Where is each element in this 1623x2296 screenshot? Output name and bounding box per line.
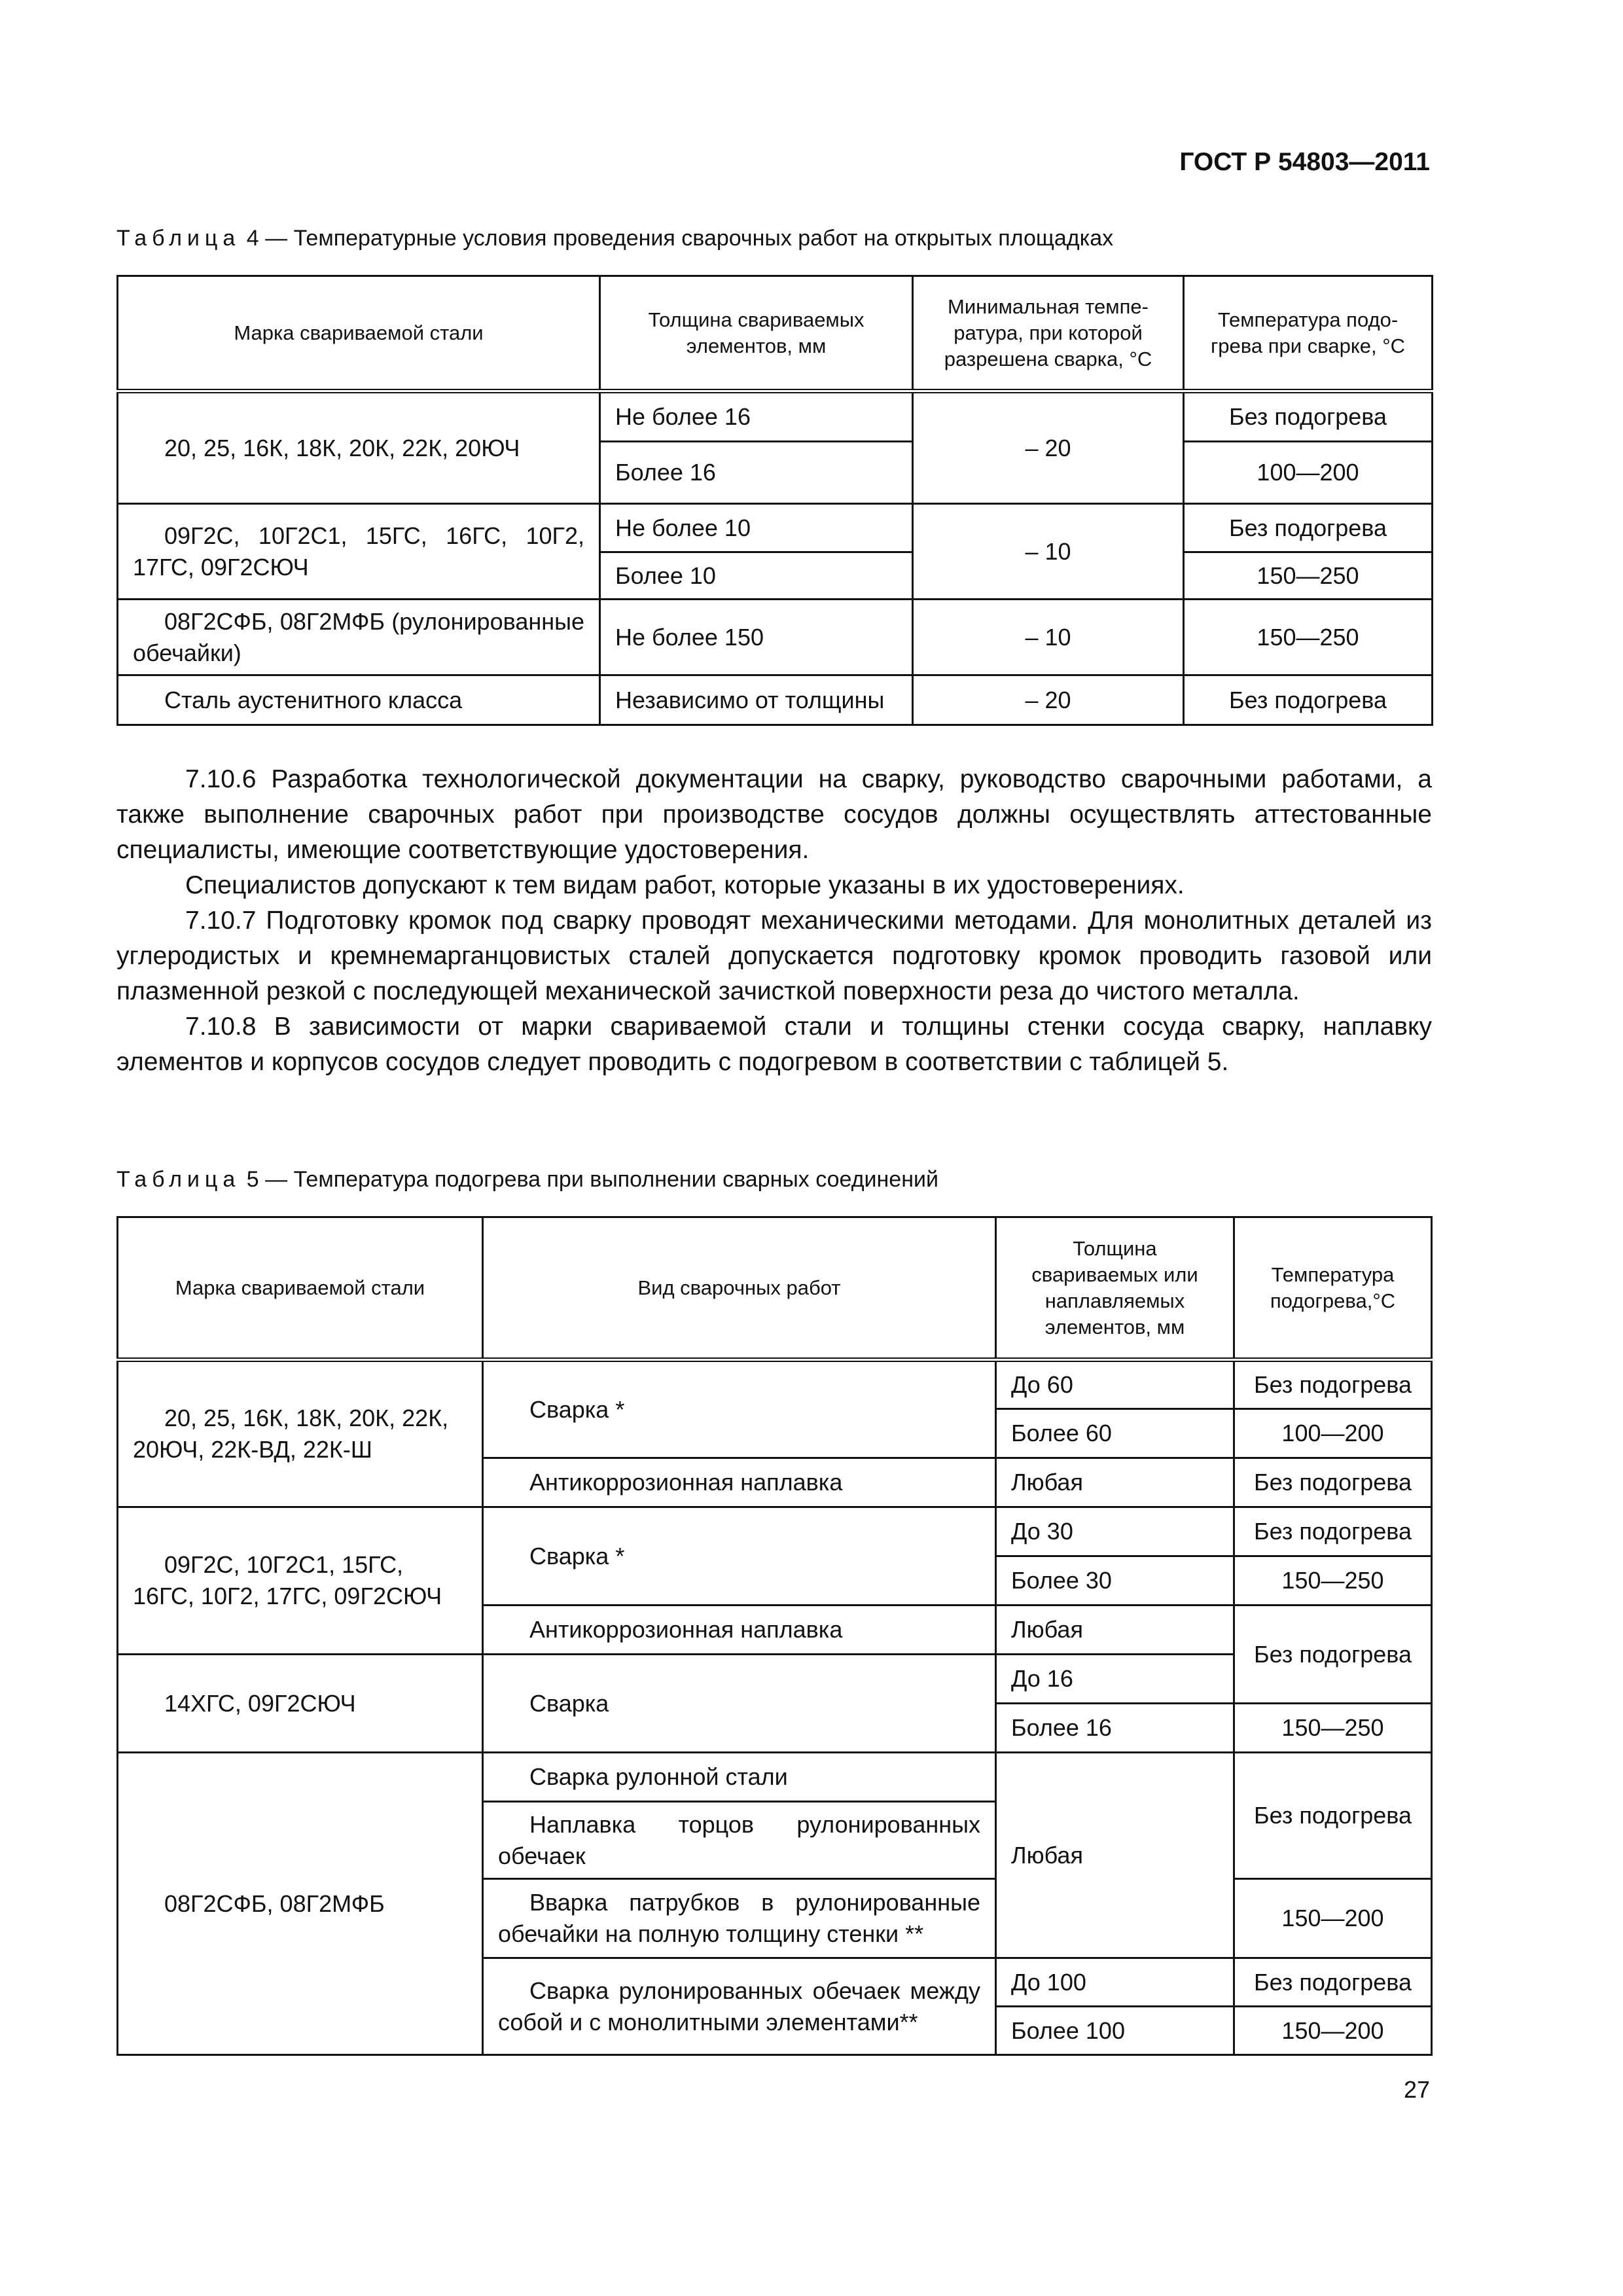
table-cell: До 60 <box>996 1360 1234 1409</box>
table-cell: 150—200 <box>1234 1879 1432 1958</box>
table5-caption-text: 5 — Температура подогрева при выполнении сварных соединений <box>246 1167 938 1192</box>
paragraph-7-10-7: 7.10.7 Подготовку кромок под сварку проводят механическими методами. Для монолитных деталей из углеродистых и кремнемарганцовистых сталей допускается подготовку кромок проводить газовой или плазменной резкой с последующей механической зачисткой поверхности реза до чистого металла. <box>116 906 1432 1005</box>
table-row <box>118 600 1433 675</box>
table5-caption-prefix: Таблица <box>116 1167 241 1192</box>
table5 <box>116 1216 1433 2056</box>
table-cell: Не более 10 <box>600 504 913 552</box>
table-cell: Независимо от толщины <box>600 675 913 725</box>
table5-header-thickness: Толщина свариваемых или наплавляемых элементов, мм <box>996 1217 1234 1360</box>
table-cell: Сталь аустенитного класса <box>118 675 600 725</box>
table-cell: Без подогрева <box>1234 1458 1432 1507</box>
table-cell: Без подогрева <box>1184 391 1433 442</box>
table-row <box>118 675 1433 725</box>
paragraph-specialists: Специалистов допускают к тем видам работ, которые указаны в их удостоверениях. <box>185 871 1185 899</box>
table4-header-min-temp: Минимальная темпе-ратура, при которой разрешена сварка, °С <box>913 276 1184 391</box>
work-type-text: Вварка патрубков в рулонированные обечайки на полную толщину стенки ** <box>498 1889 980 1947</box>
table-cell: Более 16 <box>996 1704 1234 1753</box>
table4-caption-text: 4 — Температурные условия проведения сварочных работ на открытых площадках <box>246 226 1114 251</box>
paragraph-7-10-6: 7.10.6 Разработка технологической документации на сварку, руководство сварочными работами, а также выполнение сварочных работ при производстве сосудов должны осуществлять аттестованные специалисты, имеющие соответствующие удостоверения. <box>116 765 1432 864</box>
body-text <box>116 762 1432 1080</box>
table-cell: Без подогрева <box>1234 1958 1432 2007</box>
table-cell: Без подогрева <box>1234 1605 1432 1704</box>
table-cell <box>483 1802 996 1879</box>
table-cell: До 30 <box>996 1507 1234 1556</box>
table4-caption-prefix: Таблица <box>116 226 241 251</box>
table-cell: Без подогрева <box>1234 1360 1432 1409</box>
table-cell: Антикоррозионная наплавка <box>483 1458 996 1507</box>
table-cell <box>483 1958 996 2055</box>
table-cell: – 20 <box>913 391 1184 504</box>
table-cell: Без подогрева <box>1184 675 1433 725</box>
table-row <box>118 1507 1432 1556</box>
table4-header-preheat: Температура подо-грева при сварке, °С <box>1184 276 1433 391</box>
table-cell: Сварка рулонной стали <box>483 1753 996 1802</box>
table-cell <box>118 504 600 600</box>
table-cell: 150—250 <box>1234 1556 1432 1605</box>
table5-header-steel: Марка свариваемой стали <box>118 1217 483 1360</box>
table5-header-work-type: Вид сварочных работ <box>483 1217 996 1360</box>
table-cell: 14ХГС, 09Г2СЮЧ <box>118 1655 483 1753</box>
paragraph-7-10-8: 7.10.8 В зависимости от марки свариваемой стали и толщины стенки сосуда сварку, наплавку элементов и корпусов сосудов следует проводить с подогревом в соответствии с таблицей 5. <box>116 1013 1432 1076</box>
table-row <box>118 391 1433 442</box>
table-cell: 100—200 <box>1184 442 1433 504</box>
table-cell: 150—200 <box>1234 2007 1432 2055</box>
table-cell: – 10 <box>913 504 1184 600</box>
table5-header-preheat: Температура подогрева,°С <box>1234 1217 1432 1360</box>
table-cell: 100—200 <box>1234 1409 1432 1458</box>
table-cell <box>118 1360 483 1507</box>
table-cell: – 10 <box>913 600 1184 675</box>
table-cell: Без подогрева <box>1184 504 1433 552</box>
document-code: ГОСТ Р 54803—2011 <box>1179 148 1430 176</box>
table-cell <box>118 1507 483 1655</box>
table-cell: 08Г2СФБ, 08Г2МФБ <box>118 1753 483 2055</box>
table-cell: Более 10 <box>600 552 913 600</box>
table-cell: 150—250 <box>1234 1704 1432 1753</box>
work-type-text: Сварка рулонированных обечаек между собой и с монолитными элементами** <box>498 1977 980 2036</box>
table-cell: Более 16 <box>600 442 913 504</box>
table-cell: – 20 <box>913 675 1184 725</box>
steel-grade-text: 08Г2СФБ, 08Г2МФБ (рулонированные обечайки) <box>133 607 584 666</box>
table-cell: Любая <box>996 1458 1234 1507</box>
table-cell: Не более 16 <box>600 391 913 442</box>
table-cell: Более 100 <box>996 2007 1234 2055</box>
table-cell: Сварка * <box>483 1360 996 1458</box>
table-cell: Любая <box>996 1753 1234 1958</box>
table-cell: Сварка * <box>483 1507 996 1605</box>
table-cell: Без подогрева <box>1234 1507 1432 1556</box>
table4-caption <box>116 226 1113 251</box>
steel-grade-text: 09Г2С, 10Г2С1, 15ГС, 16ГС, 10Г2, 17ГС, 09Г2СЮЧ <box>133 522 584 581</box>
table4-header-thickness: Толщина свариваемых элементов, мм <box>600 276 913 391</box>
table-cell: 150—250 <box>1184 600 1433 675</box>
work-type-text: Наплавка торцов рулонированных обечаек <box>498 1810 980 1869</box>
page-number: 27 <box>1403 2076 1430 2103</box>
table-cell: 150—250 <box>1184 552 1433 600</box>
table4 <box>116 275 1433 726</box>
table-cell: Не более 150 <box>600 600 913 675</box>
table-cell: Антикоррозионная наплавка <box>483 1605 996 1655</box>
table-cell: Более 30 <box>996 1556 1234 1605</box>
table-cell: 20, 25, 16К, 18К, 20К, 22К, 20ЮЧ <box>118 391 600 504</box>
table-cell: До 16 <box>996 1655 1234 1704</box>
steel-grade-text: 20, 25, 16К, 18К, 20К, 22К, 20ЮЧ, 22К-ВД, 22К-Ш <box>133 1405 449 1463</box>
table-cell: Без подогрева <box>1234 1753 1432 1879</box>
table-cell: Сварка <box>483 1655 996 1753</box>
table-row <box>118 1753 1432 1802</box>
table4-header-steel: Марка свариваемой стали <box>118 276 600 391</box>
table-row <box>118 1360 1432 1409</box>
table-cell <box>483 1879 996 1958</box>
table5-caption <box>116 1167 938 1193</box>
table-cell: До 100 <box>996 1958 1234 2007</box>
table-cell: Более 60 <box>996 1409 1234 1458</box>
table-cell: Любая <box>996 1605 1234 1655</box>
table-cell <box>118 600 600 675</box>
steel-grade-text: 09Г2С, 10Г2С1, 15ГС, 16ГС, 10Г2, 17ГС, 09Г2СЮЧ <box>133 1551 442 1609</box>
table-row <box>118 504 1433 552</box>
